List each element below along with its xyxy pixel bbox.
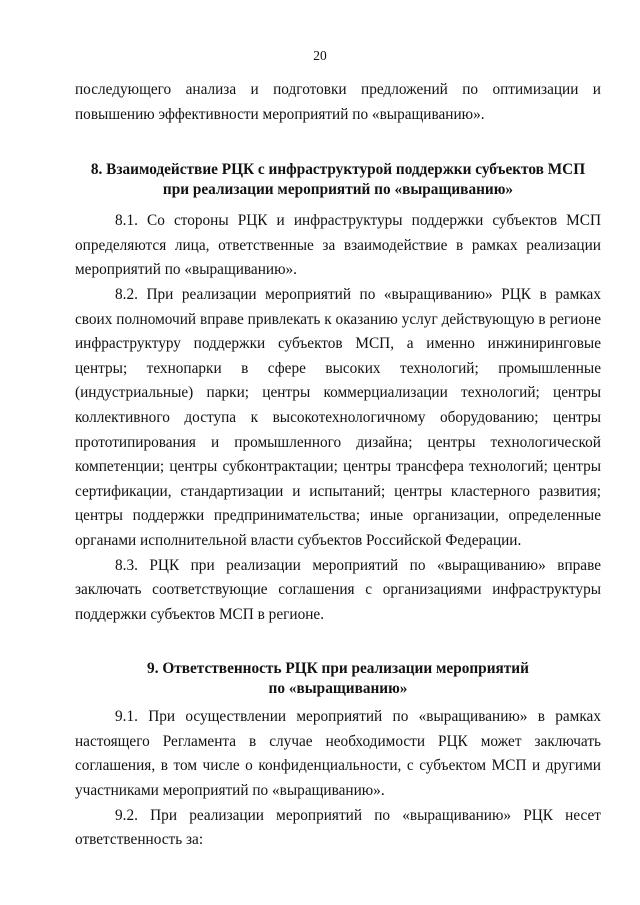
paragraph-8-2: 8.2. При реализации мероприятий по «выращиванию» РЦК в рамках своих полномочий вправе привлекать к оказанию услуг действующую в регионе инфраструктуру поддержки субъектов МСП, а именно инжиниринговые центры; технопарки в сфере высоких технологий; промышленные (индустриальные) парки; центры коммерциализации технологий; центры коллективного доступа к высокотехнологичному оборудованию; центры прототипирования и промышленного дизайна; центры технологической компетенции; центры субконтрактации; центры трансфера технологий; центры сертификации, стандартизации и испытаний; центры кластерного развития; центры поддержки предпринимательства; иные организации, определенные органами исполнительной власти субъектов Российской Федерации.	[75, 285, 601, 549]
section-9-heading	[75, 659, 601, 698]
intro-continuation-paragraph: последующего анализа и подготовки предложений по оптимизации и повышению эффективности мероприятий по «выращиванию».	[75, 81, 601, 123]
paragraph-9-2: 9.2. При реализации мероприятий по «выращиванию» РЦК несет ответственность за:	[75, 806, 601, 849]
page-number: 20	[313, 48, 327, 63]
paragraph-9-1: 9.1. При осуществлении мероприятий по «выращиванию» в рамках настоящего Регламента в случае необходимости РЦК может заключать соглашения, в том числе о конфиденциальности, с субъектом МСП и другими участниками мероприятий по «выращиванию».	[75, 708, 601, 800]
paragraph-8-3: 8.3. РЦК при реализации мероприятий по «выращиванию» вправе заключать соответствующие соглашения с организациями инфраструктуры поддержки субъектов МСП в регионе.	[75, 556, 601, 623]
section-8-heading-line-2: при реализации мероприятий по «выращиванию»	[162, 180, 514, 198]
section-9-heading-line-2: по «выращиванию»	[268, 679, 408, 697]
section-8-heading	[75, 160, 601, 199]
paragraph-8-1: 8.1. Со стороны РЦК и инфраструктуры поддержки субъектов МСП определяются лица, ответственные за взаимодействие в рамках реализации мероприятий по «выращиванию».	[75, 212, 601, 279]
section-8-heading-line-1: 8. Взаимодействие РЦК с инфраструктурой поддержки субъектов МСП	[90, 161, 586, 179]
document-body	[75, 78, 601, 853]
section-9-heading-line-1: 9. Ответственность РЦК при реализации мероприятий	[147, 660, 529, 678]
